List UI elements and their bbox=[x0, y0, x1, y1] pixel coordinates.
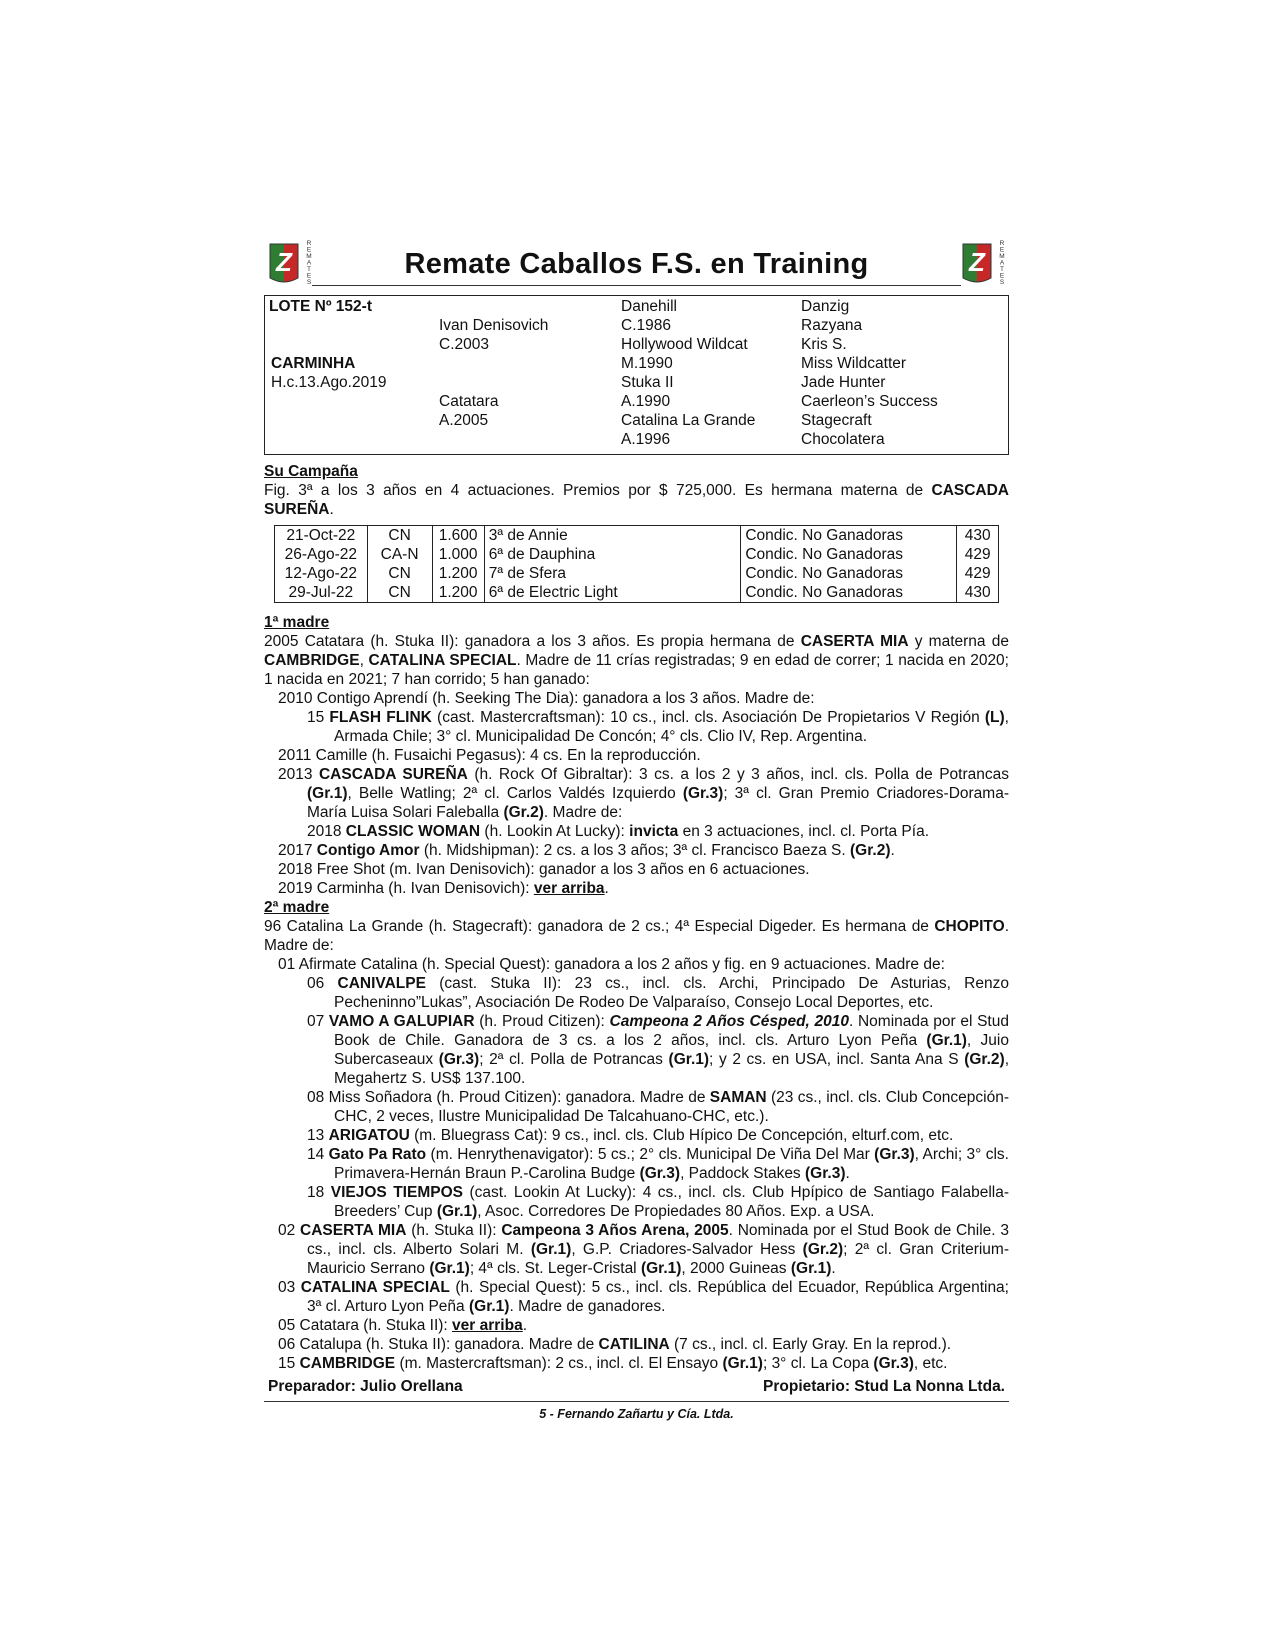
text-run: , G.P. Criadores-Salvador Hess bbox=[571, 1241, 803, 1258]
text-run: (Gr.1) bbox=[436, 1203, 478, 1220]
produce-entry bbox=[264, 841, 1009, 860]
svg-text:S: S bbox=[999, 279, 1005, 286]
text-run: (Gr.1) bbox=[668, 1051, 710, 1068]
race-condition: Condic. No Ganadoras bbox=[741, 564, 957, 583]
text-run: 15 bbox=[278, 1355, 300, 1372]
svg-text:E: E bbox=[306, 272, 312, 280]
text-run: . Madre de ganadores. bbox=[509, 1298, 666, 1315]
race-result: 6ª de Dauphina bbox=[484, 545, 741, 564]
svg-text:T: T bbox=[307, 266, 311, 273]
madre2-list bbox=[264, 955, 1009, 1373]
svg-text:T: T bbox=[1000, 266, 1004, 273]
text-run: (7 cs., incl. cl. Early Gray. En la reprod.). bbox=[669, 1336, 952, 1353]
text-run: (h. Lookin At Lucky): bbox=[480, 823, 630, 840]
text-run: ver arriba bbox=[452, 1317, 523, 1334]
text-run: (Gr.1) bbox=[926, 1032, 967, 1049]
text-run: (Gr.2) bbox=[802, 1241, 844, 1258]
page-title: Remate Caballos F.S. en Training bbox=[404, 248, 869, 280]
text-run: 14 bbox=[307, 1146, 329, 1163]
race-row bbox=[275, 564, 999, 583]
race-condition: Condic. No Ganadoras bbox=[741, 526, 957, 546]
text-run: , Belle Watling; 2ª cl. Carlos Valdés Izquierdo bbox=[347, 785, 683, 802]
produce-entry bbox=[264, 1354, 1009, 1373]
text-run: 2019 Carminha (h. Ivan Denisovich): bbox=[278, 880, 534, 897]
produce-entry bbox=[264, 860, 1009, 879]
text-run: . bbox=[890, 842, 895, 859]
campaign-text: Fig. 3ª a los 3 años en 4 actuaciones. Premios por $ 725,000. Es hermana materna de CASCADA SUREÑA. bbox=[264, 482, 1009, 518]
text-run: 2018 bbox=[307, 823, 346, 840]
race-weight: 430 bbox=[957, 583, 999, 603]
text-run: 2018 Free Shot (m. Ivan Denisovich): ganador a los 3 años en 6 actuaciones. bbox=[278, 861, 810, 878]
page-header bbox=[264, 238, 1009, 293]
text-run: ver arriba bbox=[533, 880, 605, 897]
campaign-title: Su Campaña bbox=[264, 463, 358, 480]
text-run: (Gr.3) bbox=[873, 1355, 914, 1372]
race-result: 7ª de Sfera bbox=[484, 564, 741, 583]
pedigree-g3: Stuka II bbox=[621, 374, 674, 391]
produce-entry bbox=[264, 708, 1009, 746]
text-run: 06 bbox=[307, 975, 338, 992]
text-run: . bbox=[604, 880, 609, 897]
footer-rule bbox=[264, 1401, 1009, 1402]
race-date: 21-Oct-22 bbox=[286, 527, 356, 544]
text-run: y materna de bbox=[908, 633, 1009, 650]
race-row bbox=[275, 526, 999, 546]
text-run: . bbox=[522, 1317, 528, 1334]
svg-text:R: R bbox=[999, 240, 1005, 247]
produce-entry bbox=[264, 746, 1009, 765]
text-run: ; 4ª cls. St. Leger-Cristal bbox=[469, 1260, 641, 1277]
madre1-list bbox=[264, 689, 1009, 898]
pedigree-g3: Hollywood Wildcat bbox=[621, 336, 748, 353]
produce-entry bbox=[264, 879, 1009, 898]
svg-text:A: A bbox=[306, 259, 312, 267]
race-track: CN bbox=[367, 526, 432, 546]
race-distance: 1.200 bbox=[432, 583, 484, 603]
text-run: (Gr.2) bbox=[964, 1051, 1005, 1068]
text-run: 96 Catalina La Grande (h. Stagecraft): ganadora de 2 cs.; 4ª Especial Digeder. Es hermana de bbox=[264, 918, 935, 935]
text-run: (h. Special Quest): 5 cs., incl. cls. República del Ecuador, República Argentina; 3ª cl. Arturo Lyon Peña bbox=[307, 1279, 1009, 1315]
svg-text:Z: Z bbox=[969, 247, 985, 277]
text-run: SAMAN bbox=[709, 1089, 767, 1106]
race-condition: Condic. No Ganadoras bbox=[741, 583, 957, 603]
title-rule bbox=[312, 285, 961, 286]
text-run: , etc. bbox=[913, 1355, 948, 1372]
remates-logo-right bbox=[957, 238, 1009, 286]
text-run: CHOPITO bbox=[934, 918, 1005, 935]
text-run: 02 bbox=[278, 1222, 301, 1239]
text-run: (Gr.3) bbox=[874, 1146, 915, 1163]
text-run: (m. Bluegrass Cat): 9 cs., incl. cls. Club Hípico De Concepción, elturf.com, etc. bbox=[409, 1127, 954, 1144]
race-weight: 429 bbox=[957, 564, 999, 583]
race-distance: 1.600 bbox=[432, 526, 484, 546]
race-date: 26-Ago-22 bbox=[284, 546, 357, 563]
produce-entry bbox=[264, 1335, 1009, 1354]
text-run: CASERTA MIA bbox=[800, 633, 909, 650]
text-run: , Archi; 3° cls. Primavera-Hernán Braun P.-Carolina Budge bbox=[334, 1146, 1009, 1182]
text-run: (h. Stuka II): bbox=[406, 1222, 502, 1239]
horse-info: H.c.13.Ago.2019 bbox=[271, 374, 387, 391]
produce-entry bbox=[264, 1183, 1009, 1221]
produce-entry bbox=[264, 974, 1009, 1012]
svg-text:S: S bbox=[306, 279, 312, 286]
text-run: 01 Afirmate Catalina (h. Special Quest): ganadora a los 2 años y fig. en 9 actuaciones. Madre de: bbox=[278, 956, 945, 973]
text-run: (23 cs., incl. cls. Club Concepción-CHC, 2 veces, Ilustre Municipalidad De Talcahuano-CHC, etc.). bbox=[334, 1089, 1009, 1125]
produce-entry bbox=[264, 1221, 1009, 1278]
text-run: (Gr.1) bbox=[722, 1355, 763, 1372]
text-run: invicta bbox=[629, 823, 679, 840]
produce-entry bbox=[264, 955, 1009, 974]
text-run: . Nominada por el Stud Book de Chile. Ganadora de 3 cs. a los 2 años, incl. cls. Arturo Lyon Peña bbox=[334, 1013, 1009, 1049]
text-run: . Nominada por el Stud Book de Chile. 3 cs., incl. cls. Alberto Solari M. bbox=[307, 1222, 1009, 1258]
text-run: (h. Proud Citizen): bbox=[474, 1013, 610, 1030]
produce-entry bbox=[264, 1126, 1009, 1145]
race-track: CN bbox=[367, 583, 432, 603]
pedigree-g4: Jade Hunter bbox=[801, 374, 886, 391]
text-run: 2005 Catatara (h. Stuka II): ganadora a los 3 años. Es propia hermana de bbox=[264, 633, 801, 650]
pedigree-g4: Kris S. bbox=[801, 336, 847, 353]
propietario: Propietario: Stud La Nonna Ltda. bbox=[763, 1378, 1005, 1395]
text-run: (Gr.3) bbox=[438, 1051, 480, 1068]
races-table bbox=[274, 525, 999, 603]
pedigree-g4: Chocolatera bbox=[801, 431, 885, 448]
text-run: (Gr.1) bbox=[307, 785, 348, 802]
race-track: CA-N bbox=[367, 545, 432, 564]
text-run: 03 bbox=[278, 1279, 301, 1296]
race-result: 3ª de Annie bbox=[484, 526, 741, 546]
text-run: , Asoc. Corredores De Propiedades 80 Años. Exp. a USA. bbox=[477, 1203, 875, 1220]
page-footer-note: 5 - Fernando Zañartu y Cía. Ltda. bbox=[539, 1407, 734, 1421]
text-run: en 3 actuaciones, incl. cl. Porta Pía. bbox=[678, 823, 929, 840]
text-run: ; 2ª cl. Gran Criterium-Mauricio Serrano bbox=[307, 1241, 1009, 1277]
text-run: (Gr.3) bbox=[639, 1165, 681, 1182]
pedigree-g4: Caerleon’s Success bbox=[801, 393, 938, 410]
lote-number: LOTE Nº 152-t bbox=[269, 298, 372, 315]
madre2-title: 2ª madre bbox=[264, 899, 330, 916]
text-run: (Gr.1) bbox=[790, 1260, 832, 1277]
text-run: VAMO A GALUPIAR bbox=[328, 1013, 475, 1030]
text-run: (Gr.3) bbox=[682, 785, 724, 802]
svg-text:Z: Z bbox=[276, 247, 292, 277]
svg-text:A: A bbox=[999, 259, 1005, 267]
pedigree-g4: Danzig bbox=[801, 298, 850, 315]
remates-logo-left bbox=[264, 238, 316, 286]
text-run: CATALINA SPECIAL bbox=[368, 652, 517, 669]
svg-text:R: R bbox=[306, 240, 312, 247]
text-run: (Gr.3) bbox=[805, 1165, 846, 1182]
text-run: 05 Catatara (h. Stuka II): bbox=[278, 1317, 453, 1334]
preparador: Preparador: Julio Orellana bbox=[268, 1378, 463, 1395]
text-run: (Gr.1) bbox=[640, 1260, 682, 1277]
footer-row bbox=[264, 1373, 1009, 1398]
race-condition: Condic. No Ganadoras bbox=[741, 545, 957, 564]
text-run: CATALINA SPECIAL bbox=[300, 1279, 450, 1296]
text-run: 15 bbox=[307, 709, 330, 726]
text-run: (h. Rock Of Gibraltar): 3 cs. a los 2 y 3 años, incl. cls. Polla de Potrancas bbox=[467, 766, 1009, 783]
text-run: , Megahertz S. US$ 137.100. bbox=[334, 1051, 1009, 1087]
text-run: Campeona 2 Años Césped, 2010 bbox=[609, 1013, 850, 1030]
text-run: CASCADA SUREÑA bbox=[318, 766, 468, 783]
pedigree-g4: Stagecraft bbox=[801, 412, 872, 429]
text-run: (m. Henrythenavigator): 5 cs.; 2° cls. Municipal De Viña Del Mar bbox=[426, 1146, 875, 1163]
produce-entry bbox=[264, 1088, 1009, 1126]
text-run: VIEJOS TIEMPOS bbox=[330, 1184, 463, 1201]
pedigree-box bbox=[264, 295, 1009, 455]
madre1-intro bbox=[264, 632, 1009, 689]
text-run: 13 bbox=[307, 1127, 329, 1144]
text-run: 2010 Contigo Aprendí (h. Seeking The Dia): ganadora a los 3 años. Madre de: bbox=[278, 690, 815, 707]
text-run: . Madre de: bbox=[543, 804, 623, 821]
text-run: , Armada Chile; 3° cl. Municipalidad De Concón; 4° cls. Clio IV, Rep. Argentina. bbox=[334, 709, 1009, 745]
text-run: , 2000 Guineas bbox=[681, 1260, 791, 1277]
text-run: CAMBRIDGE bbox=[264, 652, 360, 669]
horse-name: CARMINHA bbox=[271, 355, 356, 372]
race-result: 6ª de Electric Light bbox=[484, 583, 741, 603]
svg-text:M: M bbox=[999, 253, 1005, 260]
produce-entry bbox=[264, 1278, 1009, 1316]
text-run: , Juio Subercaseaux bbox=[334, 1032, 1009, 1068]
text-run: . bbox=[831, 1260, 836, 1277]
text-run: 2013 bbox=[278, 766, 319, 783]
text-run: CLASSIC WOMAN bbox=[345, 823, 481, 840]
text-run: (m. Mastercraftsman): 2 cs., incl. cl. El Ensayo bbox=[395, 1355, 723, 1372]
text-run: CASERTA MIA bbox=[300, 1222, 407, 1239]
text-run: (Gr.2) bbox=[850, 842, 891, 859]
race-track: CN bbox=[367, 564, 432, 583]
text-run: ARIGATOU bbox=[328, 1127, 410, 1144]
pedigree-g3: M.1990 bbox=[621, 355, 673, 372]
pedigree-g3: A.1996 bbox=[621, 431, 671, 448]
produce-entry bbox=[264, 822, 1009, 841]
race-date: 29-Jul-22 bbox=[288, 584, 354, 601]
sire-info: C.2003 bbox=[439, 336, 489, 353]
text-run: (Gr.2) bbox=[503, 804, 544, 821]
dam-info: A.2005 bbox=[439, 412, 489, 429]
text-run: CANIVALPE bbox=[337, 975, 426, 992]
pedigree-g4: Razyana bbox=[801, 317, 863, 334]
text-run: 08 Miss Soñadora (h. Proud Citizen): ganadora. Madre de bbox=[307, 1089, 710, 1106]
catalog-page bbox=[264, 238, 1009, 1421]
text-run: ; 2ª cl. Polla de Potrancas bbox=[479, 1051, 669, 1068]
text-run: ; 3° cl. La Copa bbox=[762, 1355, 874, 1372]
text-run: (L) bbox=[984, 709, 1005, 726]
race-row bbox=[275, 545, 999, 564]
pedigree-g3: C.1986 bbox=[621, 317, 671, 334]
text-run: (cast. Stuka II): 23 cs., incl. cls. Archi, Principado De Asturias, Renzo Pecheninno”Lukas”, Asociación De Rodeo De Valparaíso, Consejo Local Deportes, etc. bbox=[334, 975, 1009, 1011]
race-weight: 430 bbox=[957, 526, 999, 546]
text-run: CATILINA bbox=[598, 1336, 670, 1353]
text-run: ; y 2 cs. en USA, incl. Santa Ana S bbox=[709, 1051, 965, 1068]
text-run: FLASH FLINK bbox=[329, 709, 432, 726]
svg-text:E: E bbox=[306, 246, 312, 254]
pedigree-g4: Miss Wildcatter bbox=[801, 355, 907, 372]
produce-entry bbox=[264, 1012, 1009, 1088]
pedigree-g3: A.1990 bbox=[621, 393, 671, 410]
text-run: , Paddock Stakes bbox=[680, 1165, 805, 1182]
race-weight: 429 bbox=[957, 545, 999, 564]
text-run: (Gr.1) bbox=[429, 1260, 470, 1277]
text-run: ; 3ª cl. Gran Premio Criadores-Dorama-María Luisa Solari Faleballa bbox=[307, 785, 1009, 821]
produce-entry bbox=[264, 689, 1009, 708]
text-run: 2011 Camille (h. Fusaichi Pegasus): 4 cs. En la reproducción. bbox=[278, 747, 701, 764]
produce-entry bbox=[264, 1316, 1009, 1335]
madre1-title: 1ª madre bbox=[264, 614, 330, 631]
text-run: . Madre de 11 crías registradas; 9 en edad de correr; 1 nacida en 2020; 1 nacida en 2021; 7 han corrido; 5 han ganado: bbox=[264, 652, 1009, 688]
text-run: . bbox=[845, 1165, 850, 1182]
svg-text:E: E bbox=[999, 272, 1005, 280]
text-run: Campeona 3 Años Arena, 2005 bbox=[501, 1222, 729, 1239]
produce-entry bbox=[264, 1145, 1009, 1183]
text-run: Gato Pa Rato bbox=[328, 1146, 427, 1163]
svg-text:M: M bbox=[306, 253, 312, 260]
pedigree-g3: Danehill bbox=[621, 298, 678, 315]
text-run: Contigo Amor bbox=[316, 842, 420, 859]
text-run: . Madre de: bbox=[264, 918, 1009, 954]
race-date: 12-Ago-22 bbox=[284, 565, 357, 582]
svg-text:E: E bbox=[999, 246, 1005, 254]
produce-entry bbox=[264, 765, 1009, 822]
text-run: (h. Midshipman): 2 cs. a los 3 años; 3ª cl. Francisco Baeza S. bbox=[419, 842, 850, 859]
race-distance: 1.000 bbox=[432, 545, 484, 564]
text-run: 06 Catalupa (h. Stuka II): ganadora. Madre de bbox=[278, 1336, 599, 1353]
race-row bbox=[275, 583, 999, 603]
dam-name: Catatara bbox=[439, 393, 499, 410]
text-run: (Gr.1) bbox=[530, 1241, 572, 1258]
text-run: 2017 bbox=[278, 842, 317, 859]
text-run: 18 bbox=[307, 1184, 331, 1201]
madre2-intro bbox=[264, 917, 1009, 955]
text-run: , bbox=[359, 652, 369, 669]
text-run: (Gr.1) bbox=[468, 1298, 510, 1315]
text-run: CAMBRIDGE bbox=[299, 1355, 396, 1372]
pedigree-g3: Catalina La Grande bbox=[621, 412, 756, 429]
text-run: 07 bbox=[307, 1013, 329, 1030]
sire-name: Ivan Denisovich bbox=[439, 317, 549, 334]
race-distance: 1.200 bbox=[432, 564, 484, 583]
text-run: (cast. Lookin At Lucky): 4 cs., incl. cls. Club Hpípico de Santiago Falabella-Breeders’ Cup bbox=[334, 1184, 1010, 1220]
text-run: (cast. Mastercraftsman): 10 cs., incl. cls. Asociación De Propietarios V Región bbox=[431, 709, 985, 726]
